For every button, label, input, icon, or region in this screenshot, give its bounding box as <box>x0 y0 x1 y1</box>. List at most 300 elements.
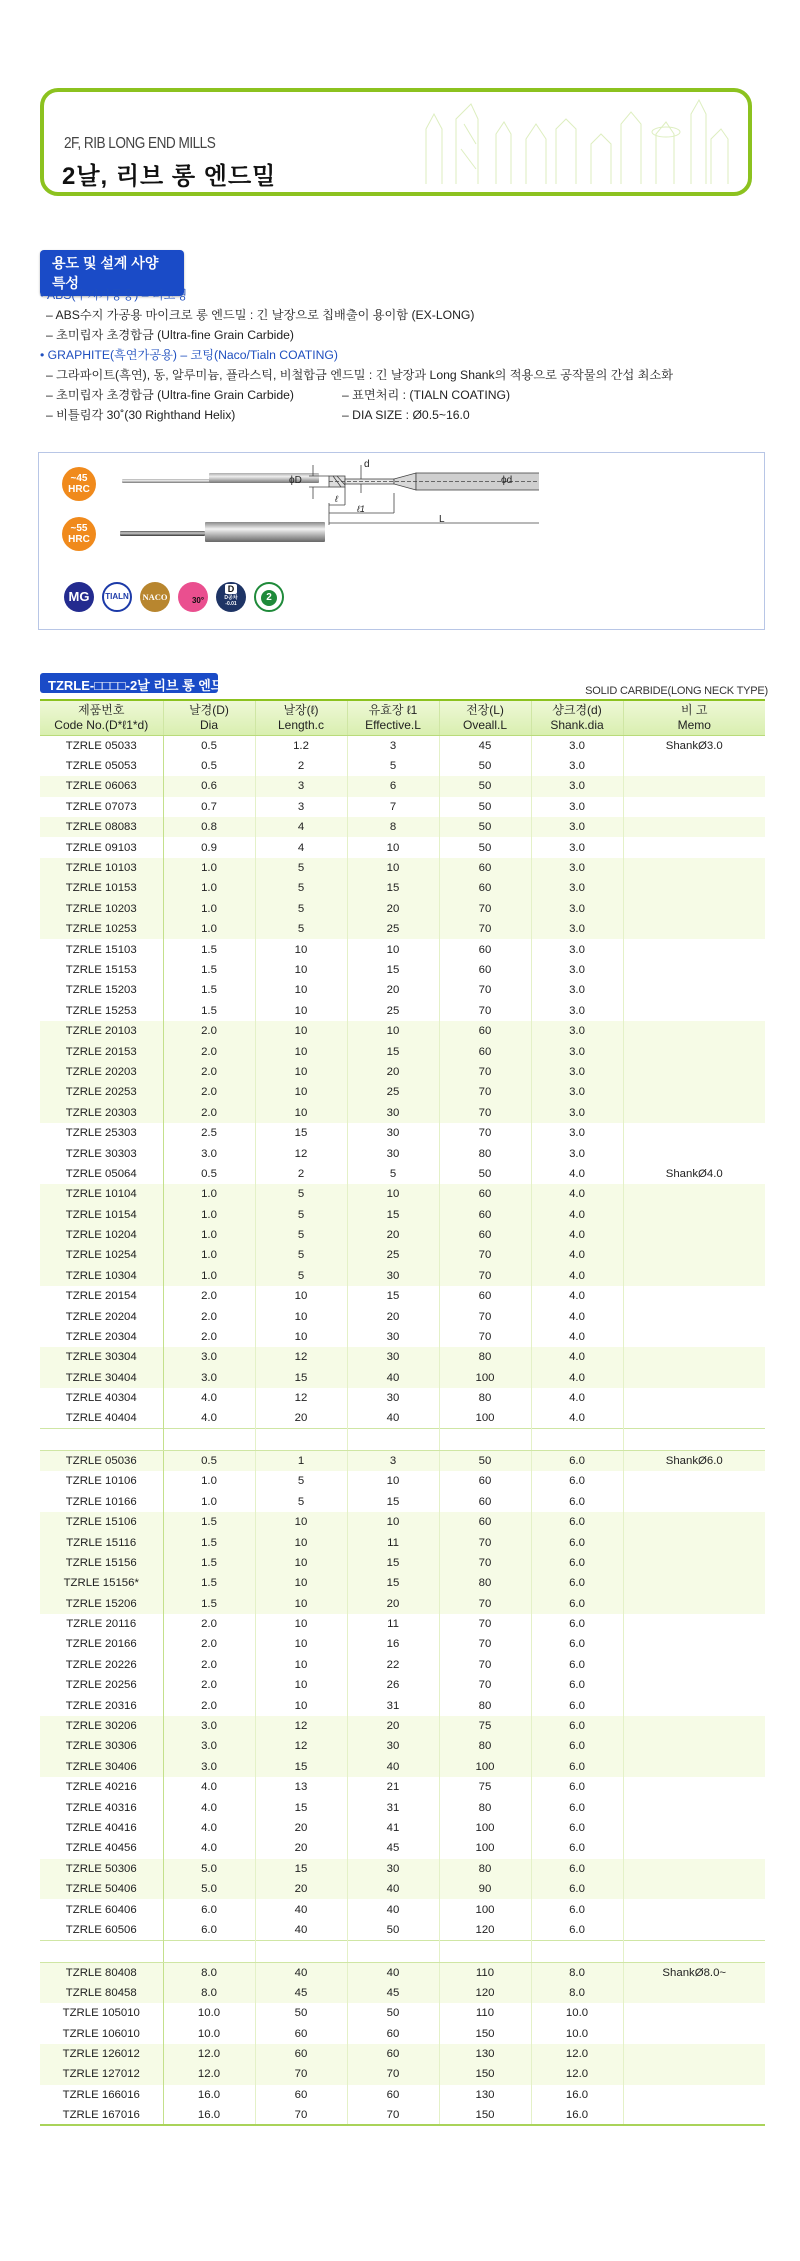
table-row <box>40 756 765 776</box>
cell-dia: 1.0 <box>163 919 255 939</box>
cell-dia: 2.0 <box>163 1082 255 1102</box>
cell-memo <box>623 1266 765 1286</box>
cell-overall: 110 <box>439 1962 531 1982</box>
cell-shank: 6.0 <box>531 1553 623 1573</box>
cell-dia: 1.5 <box>163 1573 255 1593</box>
diagram-label-shank-d: ϕd <box>501 475 513 486</box>
cell-code: TZRLE 15203 <box>65 984 137 997</box>
header-ko: 날장(ℓ) <box>283 703 319 717</box>
table-row <box>40 2044 765 2064</box>
cell-shank: 3.0 <box>531 1082 623 1102</box>
cell-length: 10 <box>255 1532 347 1552</box>
cell-code: TZRLE 50306 <box>40 1859 163 1879</box>
cell-overall: 50 <box>439 756 531 776</box>
cell-memo: ShankØ3.0 <box>623 736 765 756</box>
cell-length: 1 <box>255 1451 347 1471</box>
cell-shank: 3.0 <box>531 736 623 756</box>
cell-code: TZRLE 05064 <box>65 1167 137 1180</box>
cell-dia: 10.0 <box>163 2003 255 2023</box>
cell-dia: 8.0 <box>163 1983 255 2003</box>
cell-memo <box>623 980 765 1000</box>
cell-overall: 100 <box>439 1408 531 1428</box>
table-row <box>40 1368 765 1388</box>
cell-code: TZRLE 06063 <box>40 776 163 796</box>
cell-overall: 50 <box>439 837 531 857</box>
cell-shank: 3.0 <box>531 1123 623 1143</box>
cell-code: TZRLE 40456 <box>65 1842 137 1855</box>
header-ko: 비 고 <box>680 703 708 717</box>
separator-cell <box>255 1940 347 1962</box>
usage-line-left: – 초미립자 초경합금 (Ultra-fine Grain Carbide) <box>46 388 294 402</box>
cell-effective: 10 <box>347 1021 439 1041</box>
cell-code: TZRLE 15156* <box>40 1573 163 1593</box>
cell-effective: 41 <box>347 1818 439 1838</box>
cell-memo <box>623 1757 765 1777</box>
cell-code: TZRLE 25303 <box>65 1127 137 1140</box>
usage-line: • GRAPHITE(흑연가공용) – 코팅(Naco/Tialn COATING) <box>40 348 338 362</box>
cell-effective: 40 <box>347 1368 439 1388</box>
cell-effective: 70 <box>347 2105 439 2125</box>
cell-shank: 3.0 <box>531 939 623 959</box>
cell-effective: 40 <box>347 1899 439 1919</box>
cell-overall: 70 <box>439 1655 531 1675</box>
cell-overall: 70 <box>439 1082 531 1102</box>
cell-memo <box>623 1879 765 1899</box>
cell-length: 5 <box>255 1266 347 1286</box>
table-row <box>40 1062 765 1082</box>
hrc-badge-unit: HRC <box>68 534 90 545</box>
cell-length: 10 <box>255 1553 347 1573</box>
cell-overall: 70 <box>439 1675 531 1695</box>
table-header-row <box>40 700 765 736</box>
cell-length: 60 <box>255 2044 347 2064</box>
cell-shank: 12.0 <box>531 2044 623 2064</box>
cell-code: TZRLE 60406 <box>65 1903 137 1916</box>
cell-effective: 30 <box>347 1123 439 1143</box>
cell-overall: 150 <box>439 2105 531 2125</box>
table-row <box>40 2105 765 2125</box>
cell-overall: 150 <box>439 2023 531 2043</box>
table-row <box>40 1143 765 1163</box>
cell-memo <box>623 1062 765 1082</box>
cell-shank: 3.0 <box>531 1001 623 1021</box>
cell-memo <box>623 1021 765 1041</box>
cell-effective: 60 <box>347 2023 439 2043</box>
cell-length: 12 <box>255 1388 347 1408</box>
usage-line: – ABS수지 가공용 마이크로 롱 엔드밀 : 긴 날장으로 칩배출이 용이함 (EX-LONG) <box>46 308 475 322</box>
cell-code: TZRLE 106010 <box>62 2027 140 2040</box>
cell-effective: 15 <box>347 1492 439 1512</box>
cell-shank: 6.0 <box>531 1736 623 1756</box>
cell-overall: 70 <box>439 1245 531 1265</box>
cell-shank: 4.0 <box>531 1388 623 1408</box>
cell-dia: 16.0 <box>163 2085 255 2105</box>
usage-line: – 그라파이트(흑연), 동, 알루미늄, 플라스틱, 비철합금 엔드밀 : 긴 날장과 Long Shank의 적용으로 공작물의 간섭 최소화 <box>46 368 673 382</box>
table-row <box>40 1736 765 1756</box>
cell-code: TZRLE 05053 <box>65 760 137 773</box>
cell-shank: 10.0 <box>531 2023 623 2043</box>
table-body <box>40 736 765 2126</box>
cell-code: TZRLE 20153 <box>40 1041 163 1061</box>
cell-dia: 4.0 <box>163 1777 255 1797</box>
cell-memo: ShankØ6.0 <box>623 1451 765 1471</box>
cell-memo <box>623 797 765 817</box>
table-row <box>40 1327 765 1347</box>
cell-effective: 60 <box>347 2044 439 2064</box>
title-english: 2F, RIB LONG END MILLS <box>64 135 216 152</box>
separator-cell <box>255 1429 347 1451</box>
cell-code: TZRLE 15156 <box>40 1553 163 1573</box>
cell-code: TZRLE 10166 <box>65 1495 137 1508</box>
cell-shank: 6.0 <box>531 1451 623 1471</box>
cell-memo <box>623 1184 765 1204</box>
cell-effective: 3 <box>347 1451 439 1471</box>
cell-dia: 1.5 <box>163 1594 255 1614</box>
cell-code: TZRLE 05033 <box>65 739 137 752</box>
header-length <box>255 700 347 736</box>
usage-line: – 초미립자 초경합금 (Ultra-fine Grain Carbide) <box>46 328 294 342</box>
cell-code: TZRLE 30406 <box>40 1757 163 1777</box>
cell-overall: 70 <box>439 1634 531 1654</box>
cell-dia: 1.0 <box>163 899 255 919</box>
cell-memo <box>623 899 765 919</box>
cell-dia: 1.0 <box>163 1471 255 1491</box>
cell-memo <box>623 858 765 878</box>
cell-shank: 3.0 <box>531 919 623 939</box>
cell-overall: 120 <box>439 1983 531 2003</box>
cell-code: TZRLE 126012 <box>40 2044 163 2064</box>
cell-effective: 30 <box>347 1327 439 1347</box>
two-flute-number: 2 <box>261 590 277 606</box>
title-banner <box>40 88 752 196</box>
cell-length: 10 <box>255 960 347 980</box>
cell-dia: 0.5 <box>163 1164 255 1184</box>
cell-code: TZRLE 40304 <box>65 1392 137 1405</box>
cell-code: TZRLE 80458 <box>40 1983 163 2003</box>
cell-memo <box>623 1655 765 1675</box>
cell-code: TZRLE 10106 <box>65 1475 137 1488</box>
cell-effective: 3 <box>347 736 439 756</box>
cell-length: 40 <box>255 1899 347 1919</box>
cell-overall: 70 <box>439 1614 531 1634</box>
cell-dia: 0.9 <box>163 837 255 857</box>
cell-shank: 4.0 <box>531 1184 623 1204</box>
cell-overall: 70 <box>439 1123 531 1143</box>
table-row <box>40 1471 765 1491</box>
usage-line-right: – 표면처리 : (TIALN COATING) <box>342 388 511 402</box>
cell-overall: 45 <box>439 736 531 756</box>
cell-effective: 5 <box>347 756 439 776</box>
table-row <box>40 1245 765 1265</box>
cell-memo <box>623 1920 765 1940</box>
cell-length: 15 <box>255 1368 347 1388</box>
cell-length: 4 <box>255 837 347 857</box>
cell-dia: 2.0 <box>163 1675 255 1695</box>
table-row <box>40 858 765 878</box>
cell-dia: 12.0 <box>163 2044 255 2064</box>
cell-memo <box>623 919 765 939</box>
diagram-label-d: d <box>364 459 370 470</box>
d-tolerance-icon <box>216 582 246 612</box>
table-row <box>40 1818 765 1838</box>
cell-shank: 6.0 <box>531 1859 623 1879</box>
code-series-label: TZRLE-□□□□-2날 리브 롱 엔드밀 <box>40 673 218 693</box>
cell-length: 10 <box>255 1655 347 1675</box>
table-row <box>40 1388 765 1408</box>
cell-length: 10 <box>255 939 347 959</box>
cell-memo <box>623 1675 765 1695</box>
cell-overall: 110 <box>439 2003 531 2023</box>
header-en: Oveall.L <box>462 718 508 732</box>
cell-dia: 5.0 <box>163 1879 255 1899</box>
cell-shank: 8.0 <box>531 1962 623 1982</box>
cell-shank: 3.0 <box>531 1062 623 1082</box>
cell-overall: 60 <box>439 1204 531 1224</box>
cell-memo <box>623 1388 765 1408</box>
cell-overall: 60 <box>439 1184 531 1204</box>
cell-effective: 10 <box>347 837 439 857</box>
cell-effective: 15 <box>347 1573 439 1593</box>
header-ko: 날경(D) <box>189 703 229 717</box>
table-row <box>40 1757 765 1777</box>
cell-shank: 4.0 <box>531 1245 623 1265</box>
two-flute-icon <box>254 582 284 612</box>
cell-memo <box>623 1286 765 1306</box>
cell-effective: 31 <box>347 1797 439 1817</box>
cell-length: 10 <box>255 1594 347 1614</box>
cell-memo <box>623 1818 765 1838</box>
table-row <box>40 837 765 857</box>
table-row <box>40 1777 765 1797</box>
cell-effective: 10 <box>347 1471 439 1491</box>
cell-overall: 70 <box>439 1266 531 1286</box>
cell-dia: 1.5 <box>163 939 255 959</box>
cell-dia: 2.0 <box>163 1062 255 1082</box>
usage-line-left: – 비틀림각 30˚(30 Righthand Helix) <box>46 408 236 422</box>
table-row <box>40 1532 765 1552</box>
cell-memo: ShankØ8.0~ <box>623 1962 765 1982</box>
cell-code: TZRLE 07073 <box>65 800 137 813</box>
cell-length: 10 <box>255 1306 347 1326</box>
cell-length: 5 <box>255 1204 347 1224</box>
cell-length: 15 <box>255 1797 347 1817</box>
cell-dia: 1.0 <box>163 1492 255 1512</box>
cell-shank: 6.0 <box>531 1471 623 1491</box>
cell-code: TZRLE 20204 <box>65 1310 137 1323</box>
cell-code: TZRLE 08083 <box>40 817 163 837</box>
cell-overall: 60 <box>439 1512 531 1532</box>
cell-memo <box>623 1368 765 1388</box>
header-en: Length.c <box>277 718 325 732</box>
table-row <box>40 1634 765 1654</box>
cell-memo <box>623 1204 765 1224</box>
cell-memo <box>623 1838 765 1858</box>
cell-shank: 4.0 <box>531 1164 623 1184</box>
cell-overall: 50 <box>439 817 531 837</box>
cell-shank: 4.0 <box>531 1225 623 1245</box>
cell-memo <box>623 1347 765 1367</box>
cell-length: 10 <box>255 1675 347 1695</box>
cell-overall: 60 <box>439 939 531 959</box>
cell-dia: 3.0 <box>163 1757 255 1777</box>
cell-length: 10 <box>255 1103 347 1123</box>
cell-effective: 6 <box>347 776 439 796</box>
cell-dia: 8.0 <box>163 1962 255 1982</box>
cell-dia: 2.0 <box>163 1021 255 1041</box>
cell-code: TZRLE 167016 <box>40 2105 163 2125</box>
cell-overall: 60 <box>439 1286 531 1306</box>
table-row <box>40 1123 765 1143</box>
cell-overall: 75 <box>439 1777 531 1797</box>
table-row <box>40 1614 765 1634</box>
cell-length: 5 <box>255 878 347 898</box>
cell-dia: 1.0 <box>163 878 255 898</box>
cell-shank: 6.0 <box>531 1573 623 1593</box>
cell-effective: 25 <box>347 919 439 939</box>
cell-overall: 150 <box>439 2064 531 2084</box>
diagram-label-L: L <box>439 514 445 525</box>
cell-overall: 70 <box>439 1327 531 1347</box>
table-row <box>40 1184 765 1204</box>
table-row <box>40 1899 765 1919</box>
cell-code: TZRLE 127012 <box>40 2064 163 2084</box>
cell-shank: 12.0 <box>531 2064 623 2084</box>
header-en: Dia <box>199 718 218 732</box>
cell-dia: 10.0 <box>163 2023 255 2043</box>
cell-dia: 0.7 <box>163 797 255 817</box>
cell-memo <box>623 1553 765 1573</box>
header-ko: 유효장 ℓ1 <box>368 703 418 717</box>
cell-effective: 15 <box>347 1286 439 1306</box>
cell-shank: 6.0 <box>531 1512 623 1532</box>
cell-dia: 0.6 <box>163 776 255 796</box>
cell-length: 12 <box>255 1716 347 1736</box>
cell-shank: 16.0 <box>531 2105 623 2125</box>
cell-length: 60 <box>255 2085 347 2105</box>
cell-overall: 80 <box>439 1573 531 1593</box>
cell-code: TZRLE 20303 <box>40 1103 163 1123</box>
cell-effective: 15 <box>347 1553 439 1573</box>
cell-shank: 3.0 <box>531 899 623 919</box>
cell-memo <box>623 837 765 857</box>
cell-overall: 100 <box>439 1818 531 1838</box>
cell-length: 20 <box>255 1408 347 1428</box>
cell-memo <box>623 1614 765 1634</box>
cell-overall: 70 <box>439 1103 531 1123</box>
cell-overall: 70 <box>439 919 531 939</box>
table-row <box>40 1306 765 1326</box>
cell-length: 5 <box>255 899 347 919</box>
cell-effective: 30 <box>347 1103 439 1123</box>
table-row <box>40 1266 765 1286</box>
cell-length: 15 <box>255 1123 347 1143</box>
cell-shank: 6.0 <box>531 1838 623 1858</box>
cell-effective: 40 <box>347 1962 439 1982</box>
cell-shank: 8.0 <box>531 1983 623 2003</box>
cell-effective: 45 <box>347 1838 439 1858</box>
cell-overall: 50 <box>439 797 531 817</box>
cell-length: 15 <box>255 1859 347 1879</box>
cell-code: TZRLE 09103 <box>65 841 137 854</box>
cell-memo <box>623 1245 765 1265</box>
cell-shank: 6.0 <box>531 1655 623 1675</box>
cell-memo <box>623 1103 765 1123</box>
cell-shank: 3.0 <box>531 980 623 1000</box>
header-en: Effective.L <box>365 718 421 732</box>
cell-shank: 6.0 <box>531 1879 623 1899</box>
cell-memo <box>623 1777 765 1797</box>
cell-dia: 4.0 <box>163 1408 255 1428</box>
separator-cell <box>623 1429 765 1451</box>
cell-code: TZRLE 20253 <box>40 1082 163 1102</box>
cell-overall: 50 <box>439 1451 531 1471</box>
cell-shank: 6.0 <box>531 1594 623 1614</box>
naco-icon: NACO <box>140 582 170 612</box>
cell-dia: 1.5 <box>163 980 255 1000</box>
cell-overall: 70 <box>439 1001 531 1021</box>
cell-overall: 70 <box>439 1306 531 1326</box>
table-row <box>40 797 765 817</box>
cell-dia: 4.0 <box>163 1388 255 1408</box>
table-row <box>40 1103 765 1123</box>
cell-code: TZRLE 30306 <box>40 1736 163 1756</box>
cell-length: 1.2 <box>255 736 347 756</box>
cell-length: 3 <box>255 776 347 796</box>
cell-dia: 1.0 <box>163 1204 255 1224</box>
cell-shank: 6.0 <box>531 1757 623 1777</box>
cell-effective: 22 <box>347 1655 439 1675</box>
cell-length: 20 <box>255 1838 347 1858</box>
cell-shank: 10.0 <box>531 2003 623 2023</box>
cell-length: 12 <box>255 1347 347 1367</box>
cell-shank: 6.0 <box>531 1716 623 1736</box>
cell-overall: 80 <box>439 1797 531 1817</box>
table-subtitle: SOLID CARBIDE(LONG NECK TYPE) <box>585 685 768 697</box>
cell-shank: 3.0 <box>531 1041 623 1061</box>
cell-overall: 130 <box>439 2044 531 2064</box>
cell-code: TZRLE 40316 <box>65 1801 137 1814</box>
cell-length: 40 <box>255 1962 347 1982</box>
cell-length: 2 <box>255 756 347 776</box>
cell-overall: 70 <box>439 1532 531 1552</box>
cell-effective: 11 <box>347 1532 439 1552</box>
cell-length: 10 <box>255 1082 347 1102</box>
table-row <box>40 1797 765 1817</box>
cell-memo <box>623 2085 765 2105</box>
cell-overall: 100 <box>439 1838 531 1858</box>
separator-cell <box>163 1940 255 1962</box>
cell-effective: 20 <box>347 1225 439 1245</box>
cell-code: TZRLE 10254 <box>40 1245 163 1265</box>
end-mill-dimension-diagram <box>279 453 539 533</box>
separator-cell <box>531 1940 623 1962</box>
usage-line <box>40 405 673 425</box>
cell-effective: 40 <box>347 1757 439 1777</box>
cell-effective: 15 <box>347 1204 439 1224</box>
cell-effective: 16 <box>347 1634 439 1654</box>
cell-shank: 3.0 <box>531 776 623 796</box>
cell-code: TZRLE 10103 <box>40 858 163 878</box>
cell-effective: 10 <box>347 939 439 959</box>
cell-dia: 2.0 <box>163 1634 255 1654</box>
cell-effective: 31 <box>347 1695 439 1715</box>
cell-length: 5 <box>255 1471 347 1491</box>
separator-cell <box>347 1940 439 1962</box>
cell-code: TZRLE 166016 <box>62 2088 140 2101</box>
separator-cell <box>623 1940 765 1962</box>
cell-dia: 2.0 <box>163 1286 255 1306</box>
cell-overall: 100 <box>439 1757 531 1777</box>
